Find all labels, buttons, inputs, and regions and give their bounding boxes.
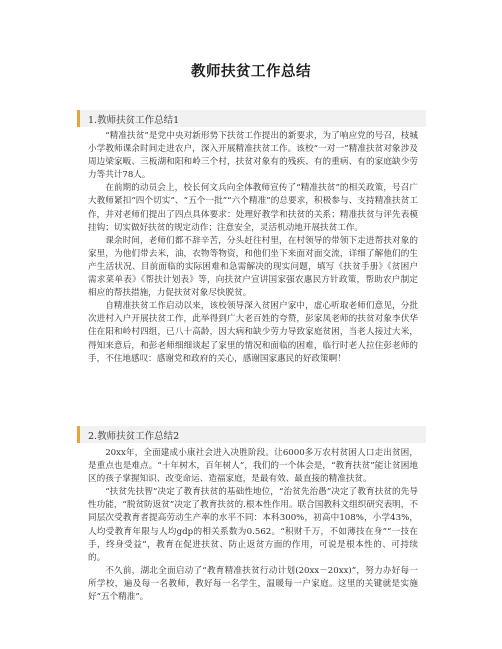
paragraph: 不久前，湖北全面启动了“教育精准扶贫行动计划(20xx－20xx)”，努力办好每一所学校，遍及每一名教师，教好每一名学生，温暖每一户家庭。这里的关键就是实施好“五个精准”。 [88, 565, 418, 603]
section-heading-2-text: 2.教师扶贫工作总结2 [88, 431, 180, 442]
section-heading-2 [77, 426, 426, 443]
paragraph: 课余时间，老师们都不辞辛苦，分头赶往村里，在村领导的带领下走进帮扶对象的家里，为他们带去米，油，衣物等物资，和他们坐下来面对面交流，详细了解他们的生产生活状况、目前面临的实际困难和急需解决的现实问题，填写《扶贫手册》《贫困户需求菜单表》《帮扶计划表》等，向扶贫户宣讲国家强农惠民方针政策，帮助农户制定相应的帮扶措施，力促扶贫对象尽快脱贫。 [88, 235, 418, 299]
paragraph: “扶贫先扶智”决定了教育扶贫的基础性地位，“治贫先治愚”决定了教育扶贫的先导性功能，“脱贫防返贫”决定了教育扶贫的.根本性作用。联合国教科文组织研究表明，不同层次受教育者提高劳动生产率的水平不同：本科300%，初高中108%，小学43%，人均受教育年限与人均gdp的相关系数为0.562。“积财千万，不如薄技在身”“一技在手，终身受益”，教育在促进扶贫、防止返贫方面的作用，可说是根本性的、可持续的。 [88, 487, 418, 563]
paragraph: 自精准扶贫工作启动以来，该校领导深入贫困户家中，虚心听取老师们意见，分批次进村入户开展扶贫工作，此举得到广大老百姓的夸赞，彭家凤老师的扶贫对象李伏华住在阳和岭村四组，已八十高龄，因大病和缺少劳力导致家庭贫困，当老人接过大米，得知来意后，和彭老师细细谈起了家里的情况和面临的困难，临行时老人拉住彭老师的手，不住地感叹：感谢党和政府的关心，感谢国家惠民的好政策啊！ [88, 301, 418, 364]
section-heading-1 [77, 110, 426, 127]
paragraph: 20xx年，全面建成小康社会进入决胜阶段。让6000多万农村贫困人口走出贫困，是重点也是难点。“十年树木，百年树人”，我们的一个体会是，“教育扶贫”能让贫困地区的孩子掌握知识、改变命运、造福家庭，是最有效、最直接的精准扶贫。 [88, 448, 418, 485]
paragraph: “精准扶贫”是党中央对新形势下扶贫工作提出的新要求，为了响应党的号召，枝城小学教师课余时间走进农户，深入开展精准扶贫工作。该校“一对一”精准扶贫对象涉及周边梁家畈、三板湖和阳和岭三个村，扶贫对象有的残疾、有的重病、有的家庭缺少劳力等共计78人。 [88, 131, 418, 181]
section-body-1 [88, 130, 418, 366]
section-heading-1-text: 1.教师扶贫工作总结1 [88, 115, 180, 126]
paragraph: 在前期的动员会上，校长何文兵向全体教师宣传了“精准扶贫”的相关政策，号召广大教师紧扣“四个切实”、“五个一批”“六个精准”的总要求，积极参与、支持精准扶贫工作，并对老师们提出了四点具体要求：处理好教学和扶贫的关系；精准扶贫与评先表模挂钩；切实做好扶贫的规定动作；注意安全，灵活机动地开展扶贫工作。 [88, 183, 418, 233]
section-body-2 [88, 447, 418, 604]
document-title: 教师扶贫工作总结 [191, 64, 311, 80]
